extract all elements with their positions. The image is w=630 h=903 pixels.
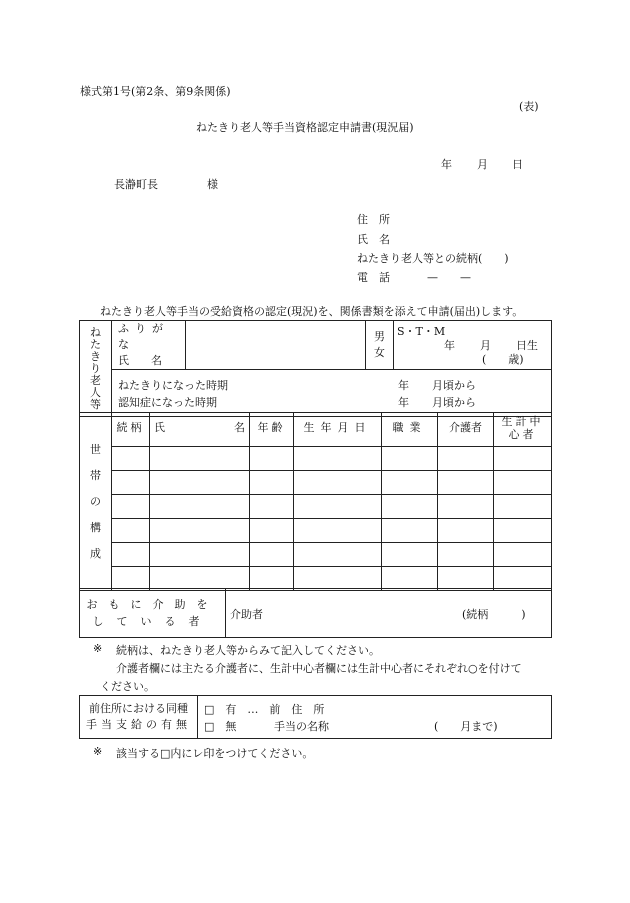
household-vertical-label: 世 帯 の 構 成 bbox=[80, 413, 112, 591]
bedridden-year: 年 bbox=[398, 379, 409, 392]
helper-label-cell bbox=[80, 589, 226, 638]
birth-year-label: 年 bbox=[444, 339, 455, 352]
helper-table bbox=[79, 588, 552, 638]
elderly-table bbox=[79, 320, 552, 417]
until-label: ( 月まで) bbox=[434, 720, 498, 733]
bedridden-month: 月頃から bbox=[432, 379, 476, 392]
applicant-relationship-label: ねたきり老人等との続柄( ) bbox=[357, 252, 509, 265]
household-row[interactable] bbox=[80, 471, 552, 495]
footer-note: 該当する□内にレ印をつけてください。 bbox=[116, 747, 314, 760]
form-number: 様式第1号(第2条、第9条関係) bbox=[80, 85, 231, 98]
note2-cont: ください。 bbox=[100, 680, 155, 693]
household-row[interactable] bbox=[80, 495, 552, 519]
note1: 続柄は、ねたきり老人等からみて記入してください。 bbox=[116, 644, 380, 657]
elderly-vertical-label: ね た き り 老 人 等 bbox=[80, 321, 112, 417]
helper-label-line1: おもに介助を bbox=[86, 598, 219, 611]
helper-field[interactable] bbox=[226, 589, 552, 638]
household-row[interactable] bbox=[80, 567, 552, 591]
side-label: (表) bbox=[519, 100, 539, 113]
note1-mark: ※ bbox=[93, 642, 103, 655]
dementia-year: 年 bbox=[398, 396, 409, 409]
applicant-phone-label: 電 話 bbox=[357, 271, 390, 284]
previous-address-options[interactable] bbox=[198, 696, 552, 739]
household-row[interactable] bbox=[80, 519, 552, 543]
previous-address-table bbox=[79, 695, 552, 739]
footer-note-mark: ※ bbox=[93, 745, 103, 758]
header-breadwinner: 生計中 心者 bbox=[494, 413, 552, 447]
dementia-month: 月頃から bbox=[432, 396, 476, 409]
gender-cell[interactable] bbox=[366, 321, 394, 370]
header-age: 年齢 bbox=[250, 413, 294, 447]
note2: 介護者欄には主たる介護者に、生計中心者欄には生計中心者にそれぞれ○を付けて bbox=[116, 662, 522, 675]
bedridden-label: ねたきりになった時期 bbox=[118, 379, 228, 392]
household-row[interactable] bbox=[80, 543, 552, 567]
furigana-label: ふりがな bbox=[118, 322, 169, 351]
era-options: S・T・M bbox=[397, 325, 446, 338]
elderly-name-field[interactable] bbox=[186, 321, 366, 370]
header-name-b: 名 bbox=[234, 421, 245, 434]
allowance-name-label: 手当の名称 bbox=[274, 720, 329, 733]
furigana-name-label-cell bbox=[112, 321, 186, 370]
addressee-name: 長瀞町長 bbox=[114, 178, 158, 191]
helper-label-line2: している者 bbox=[92, 615, 213, 628]
helper-relation-label: (続柄 ) bbox=[462, 608, 526, 621]
applicant-phone-dashes: — — bbox=[427, 271, 471, 284]
applicant-name-label: 氏 名 bbox=[357, 233, 390, 246]
birth-day-label: 日生 bbox=[516, 339, 538, 352]
header-name bbox=[150, 413, 250, 447]
applicant-address-label: 住 所 bbox=[357, 213, 390, 226]
gender-female: 女 bbox=[374, 346, 385, 359]
date-day: 日 bbox=[512, 158, 523, 171]
dementia-label: 認知症になった時期 bbox=[118, 396, 217, 409]
page-title: ねたきり老人等手当資格認定申請書(現況届) bbox=[196, 121, 414, 134]
onset-period-cell[interactable] bbox=[112, 370, 552, 417]
household-row[interactable] bbox=[80, 447, 552, 471]
household-table bbox=[79, 412, 552, 591]
header-relation: 続柄 bbox=[112, 413, 150, 447]
header-occupation: 職業 bbox=[382, 413, 438, 447]
previous-address-label-cell bbox=[80, 696, 198, 739]
date-month: 月 bbox=[477, 158, 488, 171]
option-yes[interactable]: □ 有 … 前 住 所 bbox=[204, 703, 325, 716]
header-birthdate: 生年月日 bbox=[294, 413, 382, 447]
date-year: 年 bbox=[441, 158, 452, 171]
birth-month-label: 月 bbox=[480, 339, 491, 352]
birthdate-cell[interactable] bbox=[394, 321, 552, 370]
header-caregiver: 介護者 bbox=[438, 413, 494, 447]
age-label: ( 歳) bbox=[482, 353, 524, 366]
header-name-a: 氏 bbox=[154, 421, 165, 434]
previous-address-label-line1: 前住所における同種 bbox=[89, 702, 188, 715]
gender-male: 男 bbox=[374, 330, 385, 343]
intro-statement: ねたきり老人等手当の受給資格の認定(現況)を、関係書類を添えて申請(届出)します。 bbox=[100, 305, 524, 318]
helper-label: 介助者 bbox=[230, 608, 263, 621]
elderly-name-label: 氏 名 bbox=[118, 354, 162, 367]
addressee-honorific: 様 bbox=[207, 178, 218, 191]
previous-address-label-line2: 手当支給の有無 bbox=[86, 718, 191, 731]
option-no[interactable]: □ 無 bbox=[204, 720, 237, 733]
